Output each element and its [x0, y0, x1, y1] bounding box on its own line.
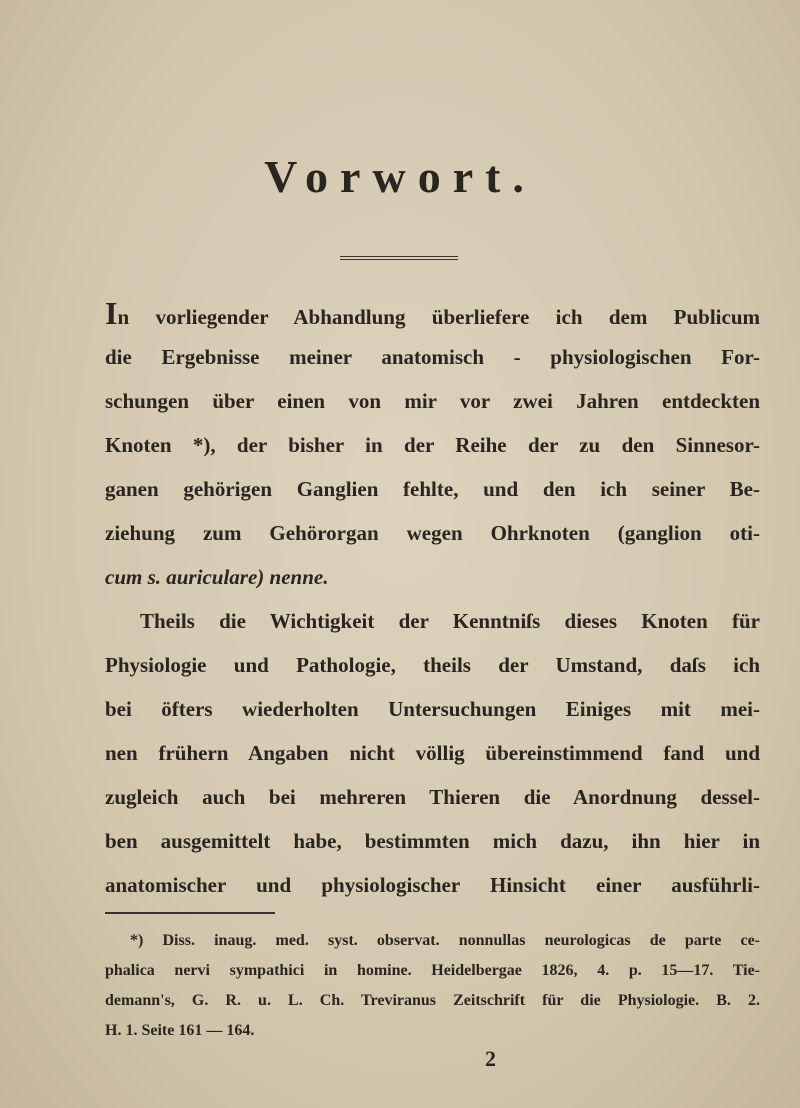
footnote-line: H. 1. Seite 161 — 164. — [105, 1022, 255, 1039]
body-line: Physiologie und Pathologie, theils der Umstand, daſs ich — [105, 653, 760, 677]
title-divider — [340, 256, 458, 260]
body-line-text: n vorliegender Abhandlung überliefere ich dem Publicum — [117, 305, 760, 329]
page-number: 2 — [485, 1046, 496, 1071]
body-line — [105, 297, 760, 329]
drop-cap: I — [105, 295, 118, 331]
page-title: Vorwort. — [264, 151, 536, 202]
body-line: zugleich auch bei mehreren Thieren die Anordnung dessel- — [105, 785, 760, 809]
body-line: ben ausgemittelt habe, bestimmten mich dazu, ihn hier in — [105, 829, 760, 853]
body-line: nen frühern Angaben nicht völlig übereinstimmend fand und — [105, 741, 760, 765]
body-line: die Ergebnisse meiner anatomisch - physiologischen For- — [105, 345, 760, 369]
footnote-line: phalica nervi sympathici in homine. Heidelbergae 1826, 4. p. 15—17. Tie- — [105, 962, 760, 979]
body-line: ziehung zum Gehörorgan wegen Ohrknoten (ganglion oti- — [105, 521, 760, 545]
footnote-line: demann's, G. R. u. L. Ch. Treviranus Zeitschrift für die Physiologie. B. 2. — [105, 992, 760, 1009]
body-line: bei öfters wiederholten Untersuchungen Einiges mit mei- — [105, 697, 760, 721]
body-line: cum s. auriculare) nenne. — [105, 565, 329, 589]
body-line: Knoten *), der bisher in der Reihe der zu den Sinnesor- — [105, 433, 760, 457]
body-line: ganen gehörigen Ganglien fehlte, und den ich seiner Be- — [105, 477, 760, 501]
body-line: Theils die Wichtigkeit der Kenntniſs dieses Knoten für — [140, 609, 760, 633]
body-line: anatomischer und physiologischer Hinsicht einer ausführli- — [105, 873, 760, 897]
footnote-divider — [105, 912, 275, 914]
footnote-line: *) Diss. inaug. med. syst. observat. nonnullas neurologicas de parte ce- — [130, 932, 760, 949]
body-line: schungen über einen von mir vor zwei Jahren entdeckten — [105, 389, 760, 413]
